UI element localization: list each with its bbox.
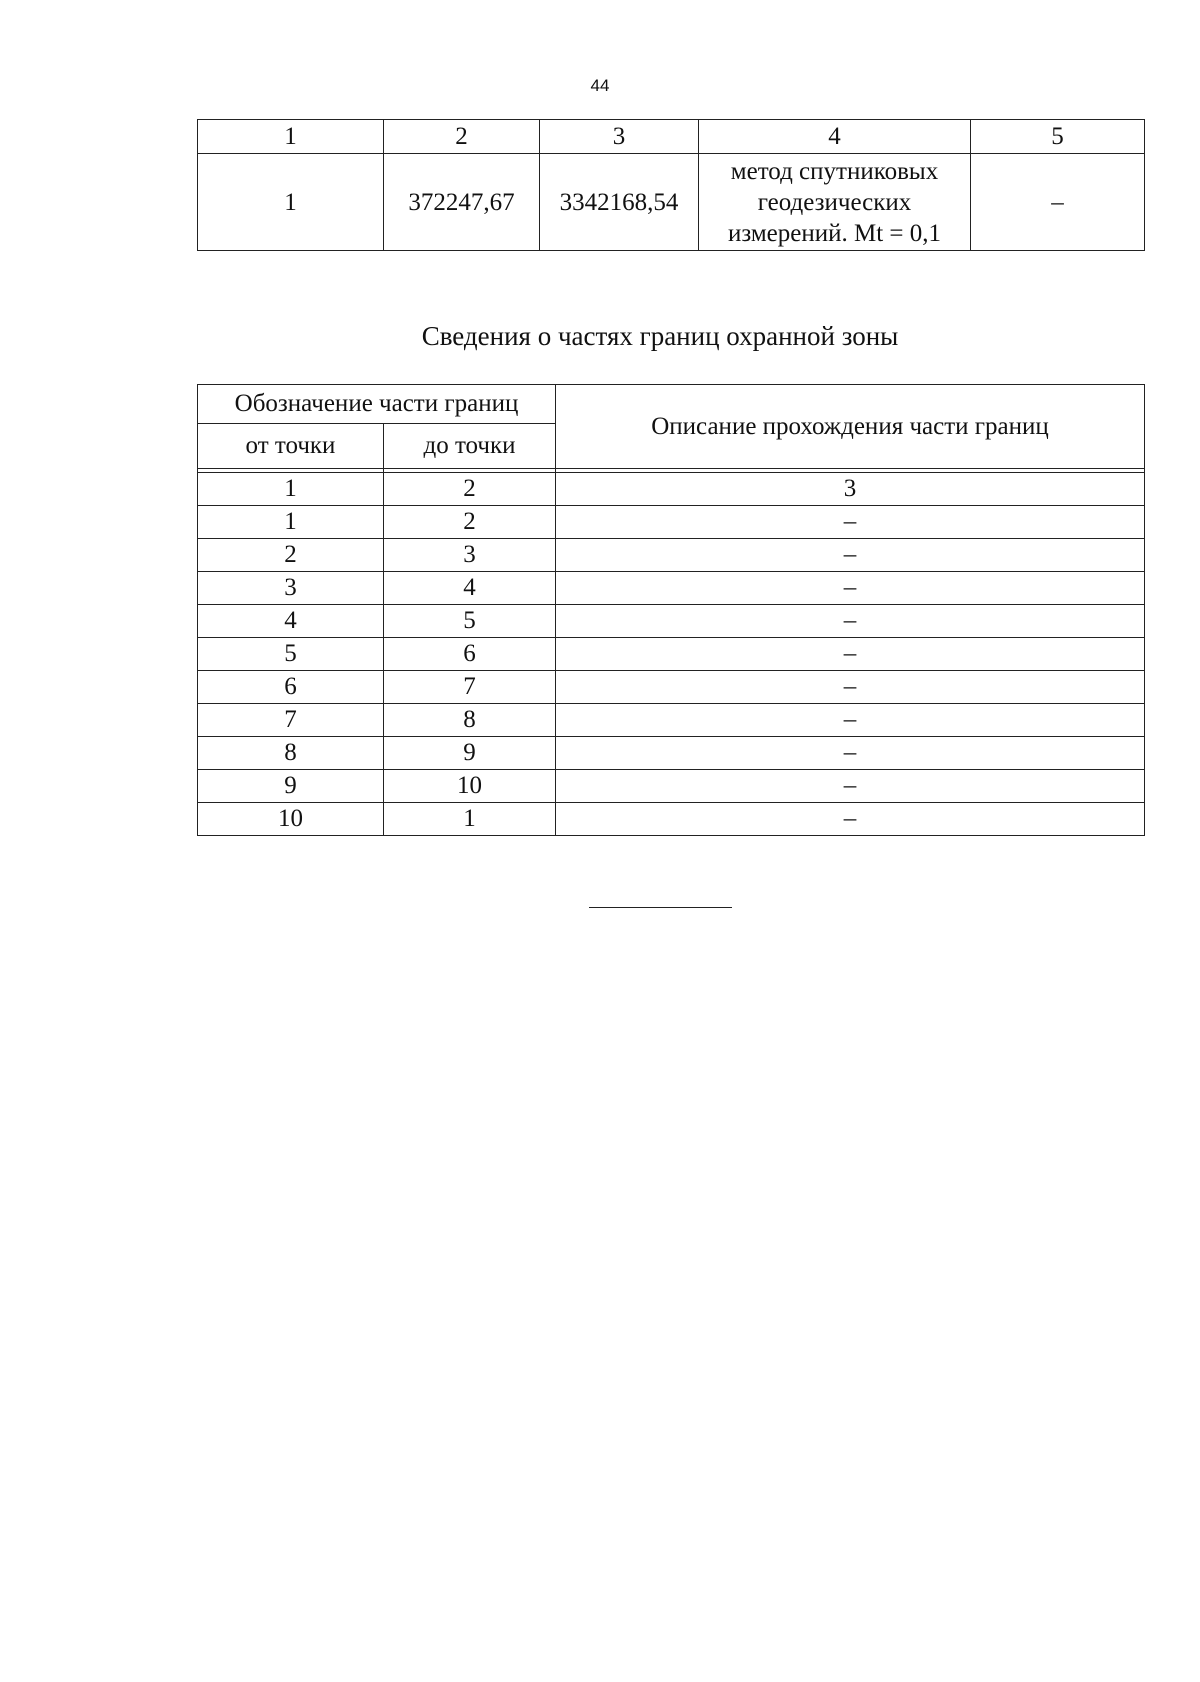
method-line: измерений. Mt = 0,1 — [727, 219, 942, 247]
end-rule — [589, 907, 732, 908]
table-row — [198, 671, 1145, 704]
to-point-cell: 4 — [384, 572, 556, 605]
column-number: 2 — [384, 120, 540, 154]
description-cell: – — [556, 638, 1145, 671]
column-numbering-row — [198, 120, 1145, 154]
method-line: метод спутниковых — [730, 157, 939, 185]
page-number: 44 — [590, 76, 610, 95]
description-cell: – — [556, 572, 1145, 605]
section-title: Сведения о частях границ охранной зоны — [421, 321, 899, 351]
table-row — [198, 770, 1145, 803]
boundary-parts-table — [197, 384, 1145, 836]
table-row — [198, 737, 1145, 770]
description-cell: – — [556, 539, 1145, 572]
header-designation: Обозначение части границ — [198, 385, 556, 424]
description-cell: – — [556, 803, 1145, 836]
column-number: 4 — [699, 120, 971, 154]
header-from-point: от точки — [198, 424, 384, 469]
from-point-cell: 4 — [198, 605, 384, 638]
from-point-cell: 5 — [198, 638, 384, 671]
coordinates-table — [197, 119, 1145, 251]
from-point-cell: 1 — [198, 506, 384, 539]
header-description: Описание прохождения части границ — [556, 385, 1145, 469]
table-row — [198, 605, 1145, 638]
header-row — [198, 385, 1145, 424]
description-cell: – — [556, 605, 1145, 638]
table-row — [198, 803, 1145, 836]
from-point-cell: 10 — [198, 803, 384, 836]
column-number: 3 — [540, 120, 699, 154]
from-point-cell: 2 — [198, 539, 384, 572]
table-row — [198, 638, 1145, 671]
from-point-cell: 6 — [198, 671, 384, 704]
table-row — [198, 506, 1145, 539]
to-point-cell: 9 — [384, 737, 556, 770]
y-coordinate-cell: 3342168,54 — [540, 154, 699, 251]
description-cell: – — [556, 737, 1145, 770]
description-cell: – — [556, 506, 1145, 539]
column-number: 1 — [198, 120, 384, 154]
point-number-cell: 1 — [198, 154, 384, 251]
to-point-cell: 6 — [384, 638, 556, 671]
to-point-cell: 8 — [384, 704, 556, 737]
description-cell: – — [556, 770, 1145, 803]
table-row — [198, 704, 1145, 737]
from-point-cell: 7 — [198, 704, 384, 737]
from-point-cell: 8 — [198, 737, 384, 770]
method-cell — [699, 154, 971, 251]
description-cell: – — [556, 704, 1145, 737]
to-point-cell: 3 — [384, 539, 556, 572]
column-number: 5 — [971, 120, 1145, 154]
from-point-cell: 9 — [198, 770, 384, 803]
column-numbering-row — [198, 473, 1145, 506]
table-row — [198, 572, 1145, 605]
parts-table-body — [198, 506, 1145, 836]
description-cell: – — [971, 154, 1145, 251]
to-point-cell: 1 — [384, 803, 556, 836]
from-point-cell: 3 — [198, 572, 384, 605]
method-line: геодезических — [757, 188, 912, 216]
column-number: 3 — [556, 473, 1145, 506]
table-row — [198, 539, 1145, 572]
table-row — [198, 154, 1145, 251]
x-coordinate-cell: 372247,67 — [384, 154, 540, 251]
to-point-cell: 5 — [384, 605, 556, 638]
column-number: 2 — [384, 473, 556, 506]
to-point-cell: 10 — [384, 770, 556, 803]
header-to-point: до точки — [384, 424, 556, 469]
to-point-cell: 2 — [384, 506, 556, 539]
column-number: 1 — [198, 473, 384, 506]
to-point-cell: 7 — [384, 671, 556, 704]
description-cell: – — [556, 671, 1145, 704]
